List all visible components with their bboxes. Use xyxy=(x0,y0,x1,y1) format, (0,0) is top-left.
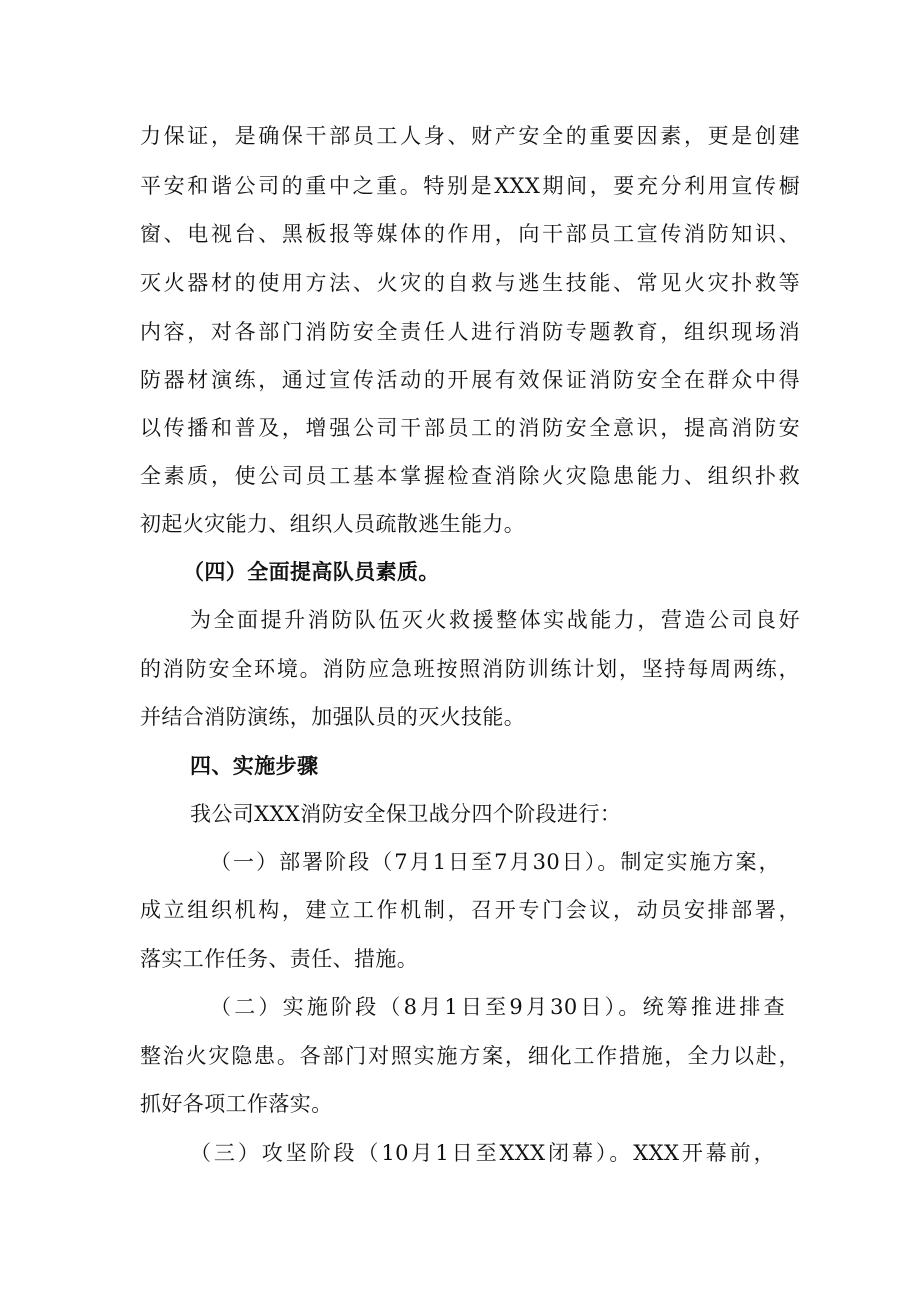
paragraph-line: （一）部署阶段（7月1日至7月30日）。制定实施方案， xyxy=(210,850,780,874)
paragraph-line: 内容，对各部门消防安全责任人进行消防专题教育，组织现场消 xyxy=(140,320,800,344)
subheading: （四）全面提高队员素质。 xyxy=(183,559,440,584)
section-heading: 四、实施步骤 xyxy=(190,753,319,778)
paragraph-line: 我公司XXX消防安全保卫战分四个阶段进行： xyxy=(190,802,622,826)
paragraph-line: 力保证，是确保干部员工人身、财产安全的重要因素，更是创建 xyxy=(140,124,800,148)
paragraph-line: 并结合消防演练，加强队员的灭火技能。 xyxy=(140,705,526,729)
paragraph-line: 窗、电视台、黑板报等媒体的作用，向干部员工宣传消防知识、 xyxy=(140,222,800,246)
paragraph-line: 防器材演练，通过宣传活动的开展有效保证消防安全在群众中得 xyxy=(140,368,800,392)
paragraph-line: 初起火灾能力、组织人员疏散逃生能力。 xyxy=(140,512,526,536)
paragraph-line: （三）攻坚阶段（10月1日至XXX闭幕）。XXX开幕前， xyxy=(190,1141,775,1165)
paragraph-line: 落实工作任务、责任、措施。 xyxy=(140,947,419,971)
paragraph-line: 的消防安全环境。消防应急班按照消防训练计划，坚持每周两练， xyxy=(140,657,800,681)
paragraph-line: 整治火灾隐患。各部门对照实施方案，细化工作措施，全力以赴， xyxy=(140,1044,800,1068)
paragraph-line: 以传播和普及，增强公司干部员工的消防安全意识，提高消防安 xyxy=(140,416,800,440)
paragraph-line: 成立组织机构，建立工作机制，召开专门会议，动员安排部署， xyxy=(140,898,800,922)
paragraph-line: 平安和谐公司的重中之重。特别是XXX期间，要充分利用宣传橱 xyxy=(140,174,800,198)
paragraph-line: 灭火器材的使用方法、火灾的自救与逃生技能、常见火灾扑救等 xyxy=(140,271,800,295)
paragraph-line: 全素质，使公司员工基本掌握检查消除火灾隐患能力、组织扑救 xyxy=(140,464,800,488)
paragraph-line: 抓好各项工作落实。 xyxy=(140,1092,333,1116)
paragraph-line: （二）实施阶段（8月1日至9月30日）。统筹推进排查 xyxy=(210,995,785,1019)
paragraph-line: 为全面提升消防队伍灭火救援整体实战能力，营造公司良好 xyxy=(190,608,800,632)
